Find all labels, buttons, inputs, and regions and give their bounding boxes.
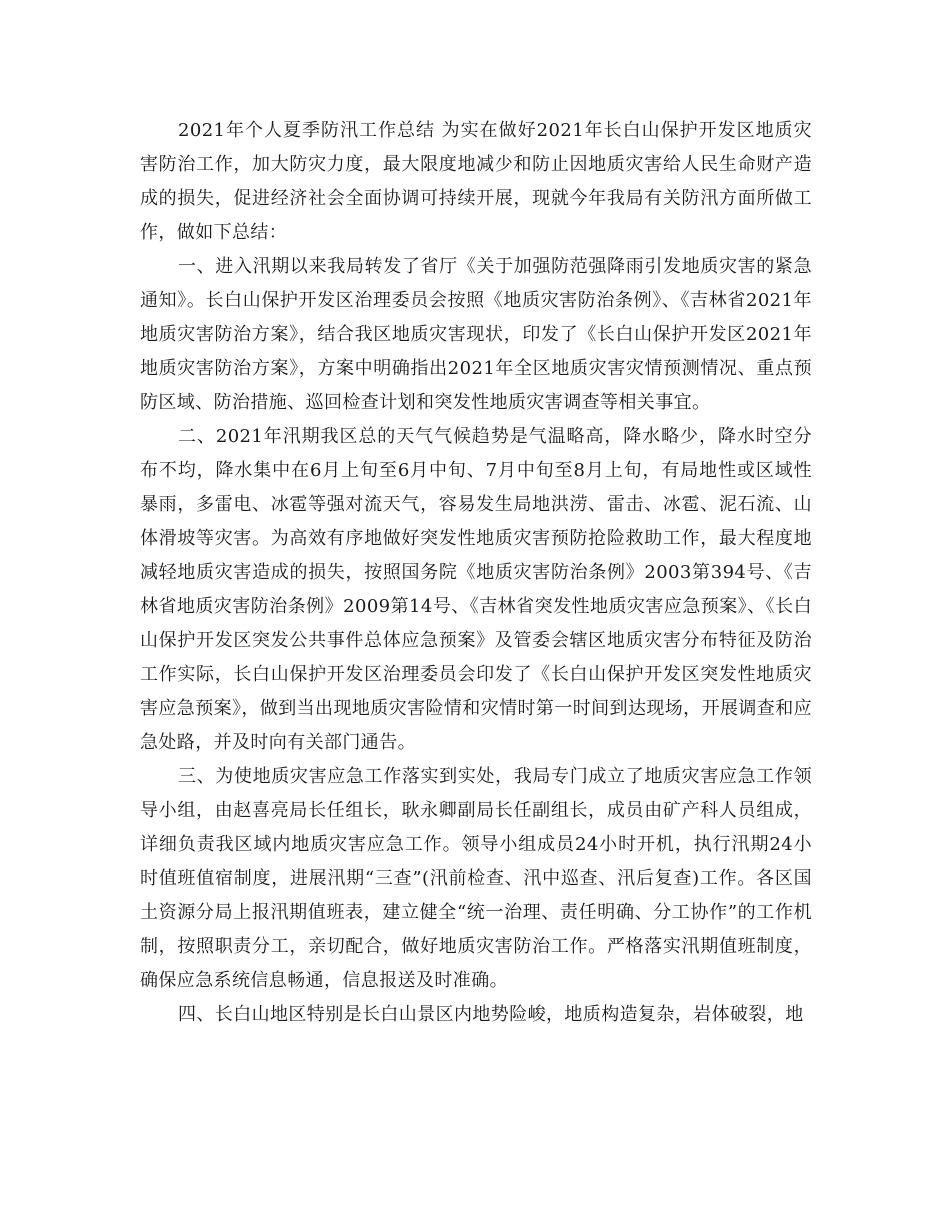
paragraph-4: 四、长白山地区特别是长白山景区内地势险峻，地质构造复杂，岩体破裂，地	[178, 1004, 804, 1025]
document-title: 2021年个人夏季防汛工作总结	[178, 120, 435, 141]
paragraph-text: 为实在做好2021年长白山保护开发区地质灾害防治工作，加大防灾力度，最大限度地减少和防止因地质灾害给人民生命财产造成的损失，促进经济社会全面协调可持续开展，现就今年我局有关防汛方面所做工作，做如下总结：	[140, 120, 812, 243]
paragraph-1: 一、进入汛期以来我局转发了省厅《关于加强防范强降雨引发地质灾害的紧急通知》。长白山保护开发区治理委员会按照《地质灾害防治条例》、《吉林省2021年地质灾害防治方案》，结合我区地质灾害现状，印发了《长白山保护开发区2021年地质灾害防治方案》，方案中明确指出2021年全区地质灾害灾情预测情况、重点预防区域、防治措施、巡回检查计划和突发性地质灾害调查等相关事宜。	[140, 256, 812, 413]
title-gap	[435, 120, 442, 141]
paragraph-2: 二、2021年汛期我区总的天气气候趋势是气温略高，降水略少，降水时空分布不均，降水集中在6月上旬至6月中旬、7月中旬至8月上旬，有局地性或区域性暴雨，多雷电、冰雹等强对流天气，容易发生局地洪涝、雷击、冰雹、泥石流、山体滑坡等灾害。为高效有序地做好突发性地质灾害预防抢险救助工作，最大程度地减轻地质灾害造成的损失，按照国务院《地质灾害防治条例》2003第394号、《吉林省地质灾害防治条例》2009第14号、《吉林省突发性地质灾害应急预案》、《长白山保护开发区突发公共事件总体应急预案》及管委会辖区地质灾害分布特征及防治工作实际，长白山保护开发区治理委员会印发了《长白山保护开发区突发性地质灾害应急预案》，做到当出现地质灾害险情和灾情时第一时间到达现场，开展调查和应急处路，并及时向有关部门通告。	[140, 426, 812, 753]
paragraph-3: 三、为使地质灾害应急工作落实到实处，我局专门成立了地质灾害应急工作领导小组，由赵喜亮局长任组长，耿永卿副局长任副组长，成员由矿产科人员组成，详细负责我区域内地质灾害应急工作。领导小组成员24小时开机，执行汛期24小时值班值宿制度，进展汛期“三查”(汛前检查、汛中巡查、汛后复查)工作。各区国土资源分局上报汛期值班表，建立健全“统一治理、责任明确、分工协作”的工作机制，按照职责分工，亲切配合，做好地质灾害防治工作。严格落实汛期值班制度，确保应急系统信息畅通，信息报送及时准确。	[140, 766, 812, 991]
intro-paragraph	[140, 114, 812, 250]
document-body	[140, 114, 812, 1032]
